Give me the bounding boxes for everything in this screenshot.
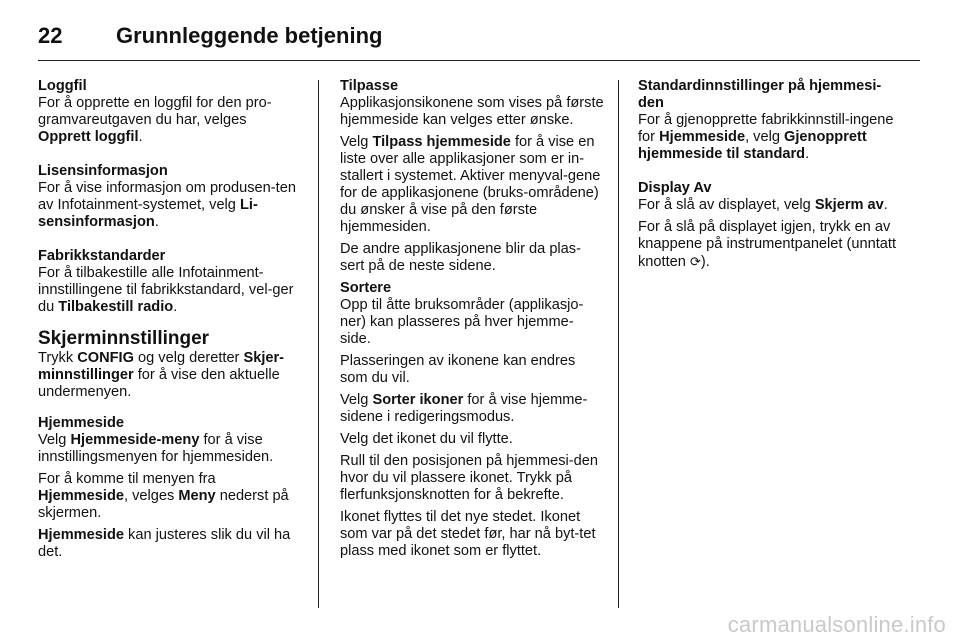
text: for å vise en liste over alle applikasjoner som er in-stallert i systemet. Aktiver menyval-gene for de applikasjonene (bruks-områdene) du ønsker å vise på den første hjemmesiden. <box>340 134 601 235</box>
menu-option: Opprett loggfil <box>38 129 139 145</box>
text: . <box>138 129 143 145</box>
paragraph: Rull til den posisjonen på hjemmesi-den hvor du vil plassere ikonet. Trykk på flerfunksjonsknotten for å bekrefte. <box>340 453 598 503</box>
text: . <box>173 299 178 315</box>
text: For å slå på displayet igjen, trykk en av knappene på instrumentpanelet (unntatt knotten <box>638 219 897 270</box>
menu-option: Skjerm av <box>814 197 884 213</box>
text: . <box>805 146 810 162</box>
menu-option: Hjemmeside <box>659 129 746 145</box>
paragraph: Ikonet flyttes til det nye stedet. Ikonet som var på det stedet før, har nå byt-tet plass med ikonet som er flyttet. <box>340 509 596 559</box>
paragraph <box>38 180 302 231</box>
paragraph <box>38 527 302 561</box>
text: ). <box>700 254 710 270</box>
text: Velg <box>340 134 373 150</box>
paragraph <box>38 471 302 522</box>
power-icon: ⟳ <box>689 254 701 269</box>
text: Velg <box>38 432 71 448</box>
paragraph <box>340 392 604 426</box>
button-name: CONFIG <box>77 350 134 366</box>
paragraph <box>38 265 302 316</box>
paragraph: De andre applikasjonene blir da plas-sert på de neste sidene. <box>340 241 581 274</box>
page-header <box>38 16 920 56</box>
column-divider <box>318 80 319 608</box>
menu-option: Sorter ikoner <box>372 392 464 408</box>
section-heading: Hjemmeside <box>38 415 124 431</box>
text: Trykk <box>38 350 78 366</box>
paragraph: Plasseringen av ikonene kan endres som du vil. <box>340 353 576 386</box>
section-heading: Tilpasse <box>340 78 399 94</box>
text: . <box>154 214 159 230</box>
menu-option: Hjemmeside-meny <box>70 432 200 448</box>
paragraph <box>38 350 302 401</box>
paragraph <box>638 219 902 271</box>
column-1 <box>38 78 302 561</box>
text: For å tilbakestille alle Infotainment-innstillingene til fabrikkstandard, vel-ger du <box>38 265 294 315</box>
section-loggfil <box>38 78 302 146</box>
paragraph: Velg det ikonet du vil flytte. <box>340 431 513 447</box>
column-divider <box>618 80 619 608</box>
header-rule <box>38 60 920 61</box>
text: for å vise den aktuelle undermenyen. <box>38 367 280 400</box>
section-tilpasse <box>340 78 604 275</box>
section-heading: Lisensinformasjon <box>38 163 168 179</box>
text: kan justeres slik du vil ha det. <box>38 527 291 560</box>
text: For å gjenopprette fabrikkinnstill-ingene for <box>638 112 894 145</box>
text: for å vise innstillingsmenyen for hjemmesiden. <box>38 432 274 465</box>
menu-option: Meny <box>178 488 216 504</box>
page-title: Grunnleggende betjening <box>116 23 383 48</box>
column-2 <box>340 78 604 560</box>
paragraph: Opp til åtte bruksområder (applikasjo-ner) kan plasseres på hver hjemme-side. <box>340 297 584 347</box>
watermark: carmanualsonline.info <box>727 612 946 637</box>
paragraph <box>340 134 604 236</box>
menu-option: Li-sensinformasjon <box>38 197 258 230</box>
section-sortere <box>340 280 604 560</box>
chapter-heading: Skjerminnstillinger <box>38 328 210 349</box>
section-standard <box>638 78 902 163</box>
section-heading: Loggfil <box>38 78 87 94</box>
text: For å slå av displayet, velg <box>638 197 815 213</box>
text: og velg deretter <box>133 350 244 366</box>
paragraph <box>38 95 302 146</box>
paragraph <box>638 197 902 214</box>
section-heading: Fabrikkstandarder <box>38 248 166 264</box>
paragraph: Applikasjonsikonene som vises på første hjemmeside kan velges etter ønske. <box>340 95 604 128</box>
text: For å vise informasjon om produsen-ten av Infotainment-systemet, velg <box>38 180 296 213</box>
section-skjerm <box>38 328 302 401</box>
paragraph <box>38 432 302 466</box>
text: Velg <box>340 392 373 408</box>
paragraph <box>638 112 902 163</box>
text: For å komme til menyen fra <box>38 471 216 487</box>
menu-option: Hjemmeside <box>38 527 124 543</box>
text: nederst på skjermen. <box>38 488 289 521</box>
section-hjemmeside <box>38 415 302 561</box>
menu-option: Tilbakestill radio <box>58 299 174 315</box>
menu-option: Skjer-minnstillinger <box>38 350 285 383</box>
section-display-av <box>638 180 902 271</box>
section-heading: Standardinnstillinger på hjemmesi-den <box>638 78 882 111</box>
menu-option: Tilpass hjemmeside <box>372 134 511 150</box>
section-lisens <box>38 163 302 231</box>
section-fabrikk <box>38 248 302 316</box>
text: , velg <box>745 129 785 145</box>
text: , velges <box>123 488 179 504</box>
text: . <box>883 197 888 213</box>
section-heading: Display Av <box>638 180 712 196</box>
menu-option: Hjemmeside <box>38 488 124 504</box>
menu-option: Gjenopprett hjemmeside til standard <box>638 129 867 162</box>
text: For å opprette en loggfil for den pro-gramvareutgaven du har, velges <box>38 95 272 128</box>
column-3 <box>638 78 902 271</box>
section-heading: Sortere <box>340 280 392 296</box>
text: for å vise hjemme-sidene i redigeringsmodus. <box>340 392 588 425</box>
page-number: 22 <box>38 23 63 48</box>
